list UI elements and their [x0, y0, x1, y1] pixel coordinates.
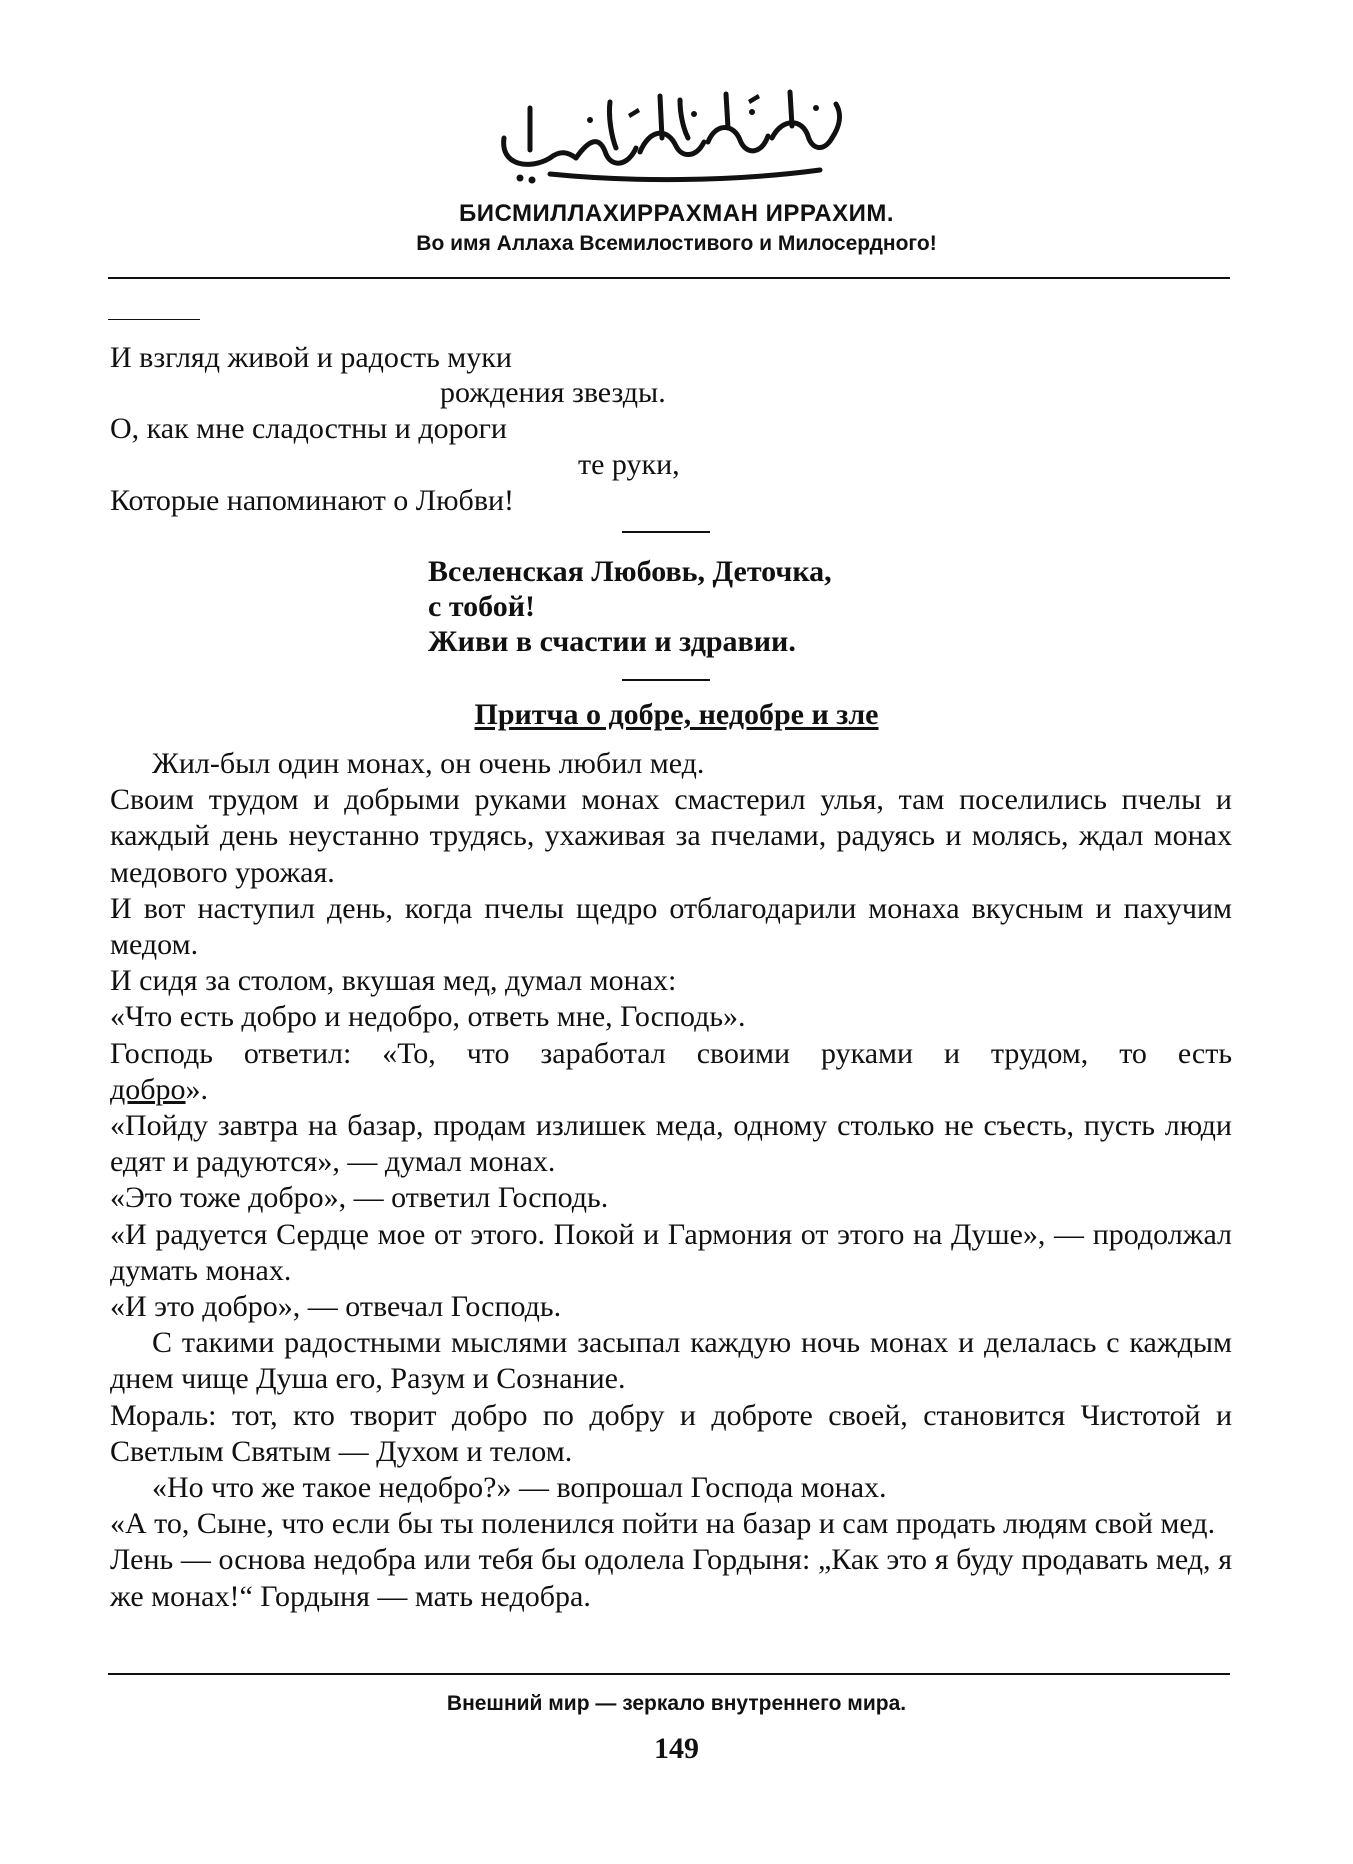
parable-paragraph: «И это добро», — отвечал Господь. [110, 1290, 562, 1324]
parable-text: Господь ответил: «То, что заработал своими руками и трудом, то есть [110, 1036, 1232, 1070]
page-number: 149 [654, 1732, 699, 1765]
parable-paragraph: «Пойду завтра на базар, продам излишек меда, одному столько не съесть, пусть люди едят и радуются», — думал монах. [110, 1109, 1232, 1179]
parable-paragraph: Своим трудом и добрыми руками монах смастерил улья, там поселились пчелы и каждый день неустанно трудясь, ухаживая за пчелами, радуясь и молясь, ждал монах медового урожая. [110, 783, 1232, 889]
parable-paragraph: И сидя за столом, вкушая мед, думал монах: [110, 964, 677, 998]
poem-line: О, как мне сладостны и дороги [110, 412, 507, 445]
parable-paragraph: «Но что же такое недобро?» — вопрошал Господа монах. [152, 1471, 887, 1505]
parable-paragraph: Мораль: тот, кто творит добро по добру и доброте своей, становится Чистотой и Светлым Святым — Духом и телом. [110, 1398, 1232, 1468]
parable-paragraph: И вот наступил день, когда пчелы щедро отблагодарили монаха вкусным и пахучим медом. [110, 891, 1232, 962]
footer-divider [108, 1673, 1230, 1675]
blessing-line: Вселенская Любовь, Деточка, [428, 555, 832, 588]
blessing-divider-bottom [622, 679, 710, 681]
poem-line: Которые напоминают о Любви! [110, 484, 515, 517]
parable-paragraph: Лень — основа недобра или тебя бы одолела Гордыня: „Как это я буду продавать мед, я же монах!“ Гордыня — мать недобра. [110, 1543, 1232, 1613]
parable-title: Притча о добре, недобре и зле [474, 698, 879, 731]
parable-body [110, 746, 1232, 1615]
poem-line: И взгляд живой и радость муки [110, 341, 512, 374]
parable-paragraph: «Это тоже добро», — ответил Господь. [110, 1181, 609, 1215]
blessing-line: Живи в счастии и здравии. [428, 625, 796, 658]
header-divider [108, 277, 1230, 279]
poem-line: те руки, [578, 448, 680, 481]
blessing-line: с тобой! [428, 590, 536, 623]
parable-paragraph: «А то, Сыне, что если бы ты поленился пойти на базар и сам продать людям свой мед. [110, 1507, 1216, 1541]
footer-motto: Внешний мир — зеркало внутреннего мира. [446, 1692, 907, 1715]
underlined-word: добро [110, 1072, 186, 1106]
header-title: БИСМИЛЛАХИРРАХМАН ИРРАХИМ. [458, 200, 894, 227]
parable-paragraph: С такими радостными мыслями засыпал каждую ночь монах и делалась с каждым днем чище Душа его, Разум и Сознание. [110, 1326, 1232, 1396]
parable-paragraph: «Что есть добро и недобро, ответь мне, Господь». [110, 1000, 746, 1034]
blessing-divider-top [622, 531, 710, 533]
poem-line: рождения звезды. [440, 376, 666, 409]
header-subtitle: Во имя Аллаха Всемилостивого и Милосердного! [416, 232, 937, 255]
parable-paragraph [110, 1072, 1232, 1108]
parable-paragraph: Жил-был один монах, он очень любил мед. [152, 747, 705, 780]
poem-divider [108, 319, 200, 320]
parable-paragraph: «И радуется Сердце мое от этого. Покой и Гармония от этого на Душе», — продолжал думать монах. [110, 1217, 1232, 1287]
parable-text: ». [185, 1072, 209, 1106]
parable-paragraph [110, 1036, 1232, 1072]
arabic-bismillah-calligraphy-icon [490, 78, 850, 188]
